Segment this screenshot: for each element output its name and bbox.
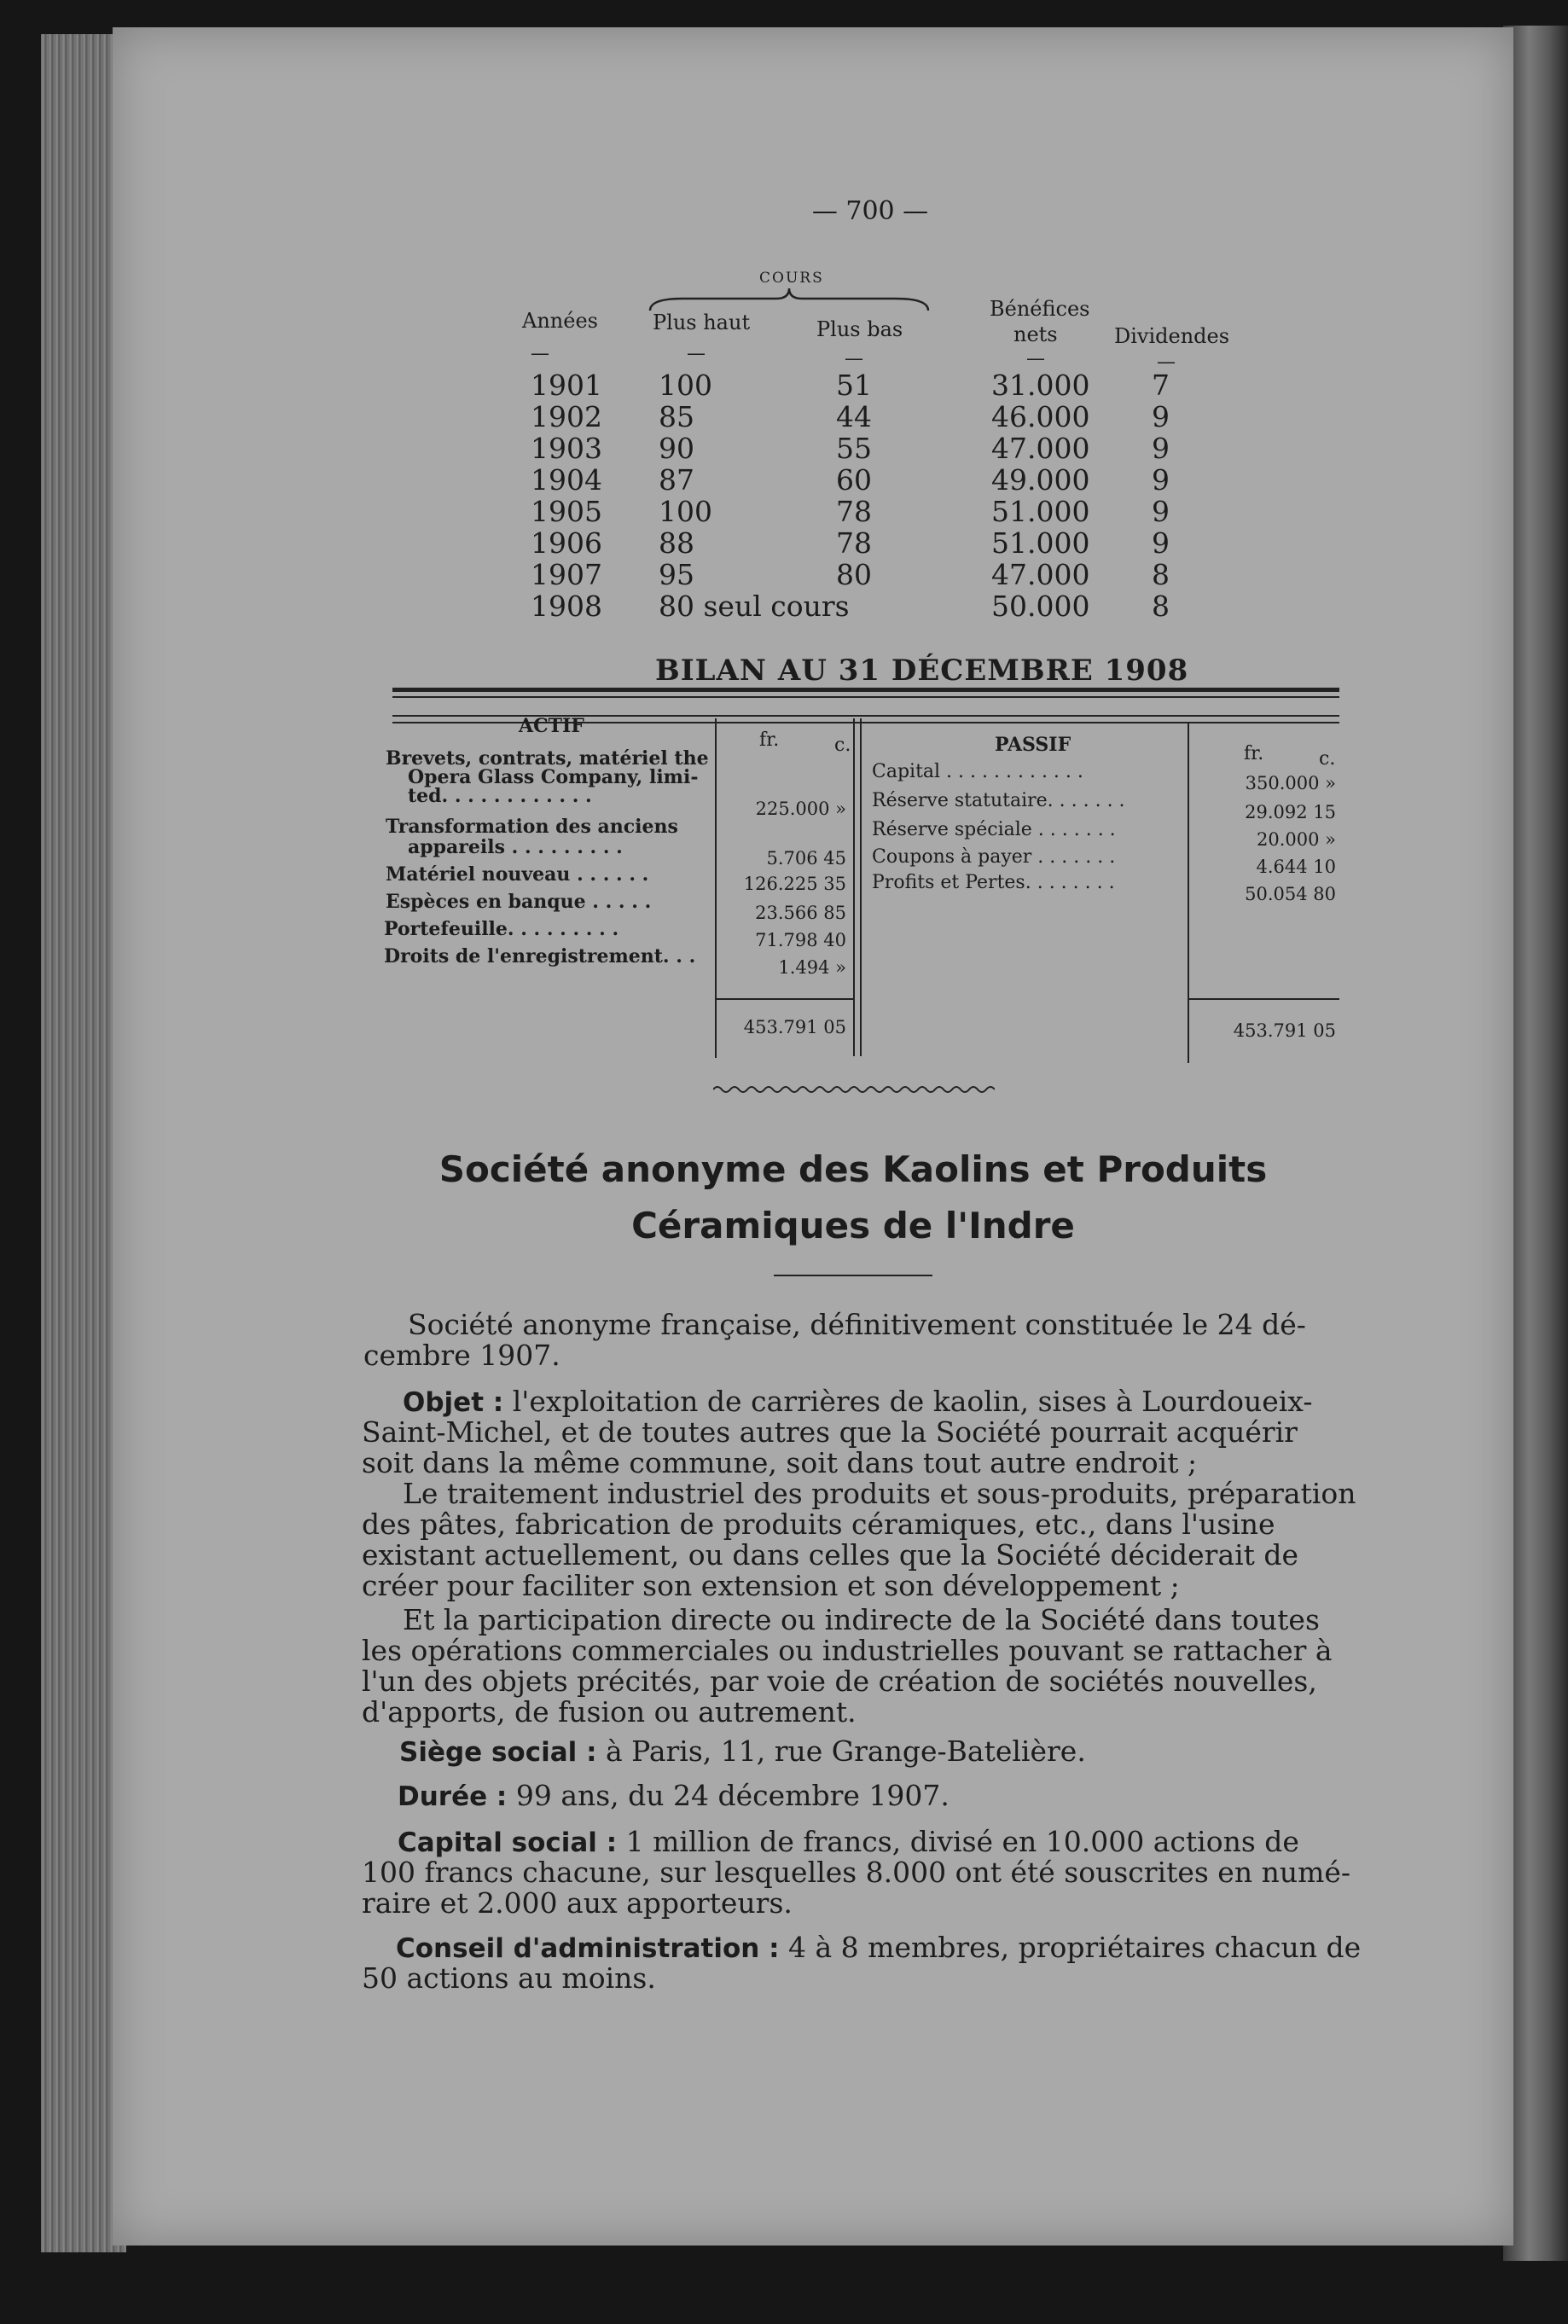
cell-benefices: 51.000 bbox=[991, 495, 1090, 528]
actif-label: Espèces en banque . . . . . bbox=[386, 891, 652, 913]
cell-dividende: 7 bbox=[1152, 369, 1170, 402]
cell-plus-haut: 87 bbox=[659, 463, 694, 497]
column-separator bbox=[1188, 723, 1189, 1063]
actif-label: appareils . . . . . . . . . bbox=[408, 836, 623, 858]
conseil-text: 4 à 8 membres, propriétaires chacun de bbox=[779, 1931, 1362, 1964]
cell-plus-bas: 55 bbox=[836, 432, 872, 465]
actif-amount: 23.566 85 bbox=[755, 903, 846, 923]
objet-line: Saint-Michel, et de toutes autres que la Société pourrait acquérir bbox=[362, 1415, 1298, 1449]
company-title-line-1: Société anonyme des Kaolins et Produits bbox=[438, 1148, 1268, 1190]
cell-dividende: 9 bbox=[1152, 400, 1170, 433]
book-page bbox=[113, 27, 1513, 2246]
cell-benefices: 47.000 bbox=[991, 432, 1090, 465]
cell-plus-haut: 90 bbox=[659, 432, 694, 465]
cell-year: 1901 bbox=[531, 369, 602, 402]
header-plus-haut: Plus haut bbox=[653, 311, 751, 334]
cell-benefices: 49.000 bbox=[991, 463, 1090, 497]
passif-amount: 50.054 80 bbox=[1245, 884, 1336, 904]
capital-label: Capital social : bbox=[398, 1827, 618, 1858]
actif-amount: 1.494 » bbox=[778, 957, 846, 978]
cell-year: 1902 bbox=[531, 400, 602, 433]
column-separator bbox=[853, 718, 855, 1056]
double-rule-bottom bbox=[392, 696, 1339, 698]
company-title bbox=[341, 1142, 1365, 1254]
cell-dividende: 8 bbox=[1152, 558, 1170, 591]
cell-benefices: 46.000 bbox=[991, 400, 1090, 433]
cell-plus-bas: 80 bbox=[836, 558, 872, 591]
title-underline bbox=[774, 1275, 932, 1276]
cell-plus-haut: 80 seul cours bbox=[659, 590, 850, 623]
header-nets: nets bbox=[1013, 322, 1058, 346]
passif-label: Coupons à payer . . . . . . . bbox=[872, 846, 1116, 868]
double-rule-top bbox=[392, 688, 1339, 692]
actif-amount: 225.000 » bbox=[755, 799, 846, 819]
wavy-separator bbox=[713, 1084, 995, 1095]
capital-line: 100 francs chacune, sur lesquelles 8.000 ont été souscrites en numé- bbox=[362, 1856, 1351, 1889]
actif-label: Portefeuille. . . . . . . . . bbox=[384, 918, 619, 940]
duree-text: 99 ans, du 24 décembre 1907. bbox=[507, 1779, 950, 1812]
cours-brace bbox=[648, 287, 930, 312]
passif-amount: 29.092 15 bbox=[1245, 802, 1336, 822]
objet-line bbox=[403, 1386, 1312, 1419]
passif-total-rule bbox=[1189, 998, 1339, 1000]
company-title-line-2: Céramiques de l'Indre bbox=[631, 1205, 1075, 1246]
cell-year: 1907 bbox=[531, 558, 602, 591]
page-number: — 700 — bbox=[811, 196, 929, 226]
passif-amount: 350.000 » bbox=[1245, 773, 1336, 793]
header-plus-bas: Plus bas bbox=[816, 317, 903, 341]
conseil-label: Conseil d'administration : bbox=[396, 1933, 780, 1964]
participation-line: les opérations commerciales ou industrielles pouvant se rattacher à bbox=[362, 1634, 1333, 1667]
column-separator bbox=[860, 718, 862, 1056]
actif-total: 453.791 05 bbox=[743, 1017, 846, 1037]
cell-year: 1906 bbox=[531, 526, 602, 560]
passif-header: PASSIF bbox=[995, 734, 1071, 756]
cell-dividende: 9 bbox=[1152, 526, 1170, 560]
capital-line: raire et 2.000 aux apporteurs. bbox=[362, 1886, 793, 1920]
traitement-line: des pâtes, fabrication de produits céramiques, etc., dans l'usine bbox=[362, 1508, 1275, 1541]
actif-amount: 5.706 45 bbox=[766, 848, 846, 869]
cell-dividende: 8 bbox=[1152, 590, 1170, 623]
actif-label: Droits de l'enregistrement. . . bbox=[384, 945, 696, 967]
passif-total: 453.791 05 bbox=[1233, 1020, 1336, 1041]
conseil-line bbox=[396, 1932, 1361, 1965]
header-dash: — bbox=[1026, 348, 1045, 369]
actif-label: Opera Glass Company, limi- bbox=[408, 766, 699, 788]
balance-sheet-title: BILAN AU 31 DÉCEMBRE 1908 bbox=[655, 654, 1189, 688]
cell-benefices: 47.000 bbox=[991, 558, 1090, 591]
cell-plus-haut: 85 bbox=[659, 400, 694, 433]
header-benefices: Bénéfices bbox=[990, 297, 1090, 321]
duree-line bbox=[398, 1780, 950, 1813]
cell-benefices: 31.000 bbox=[991, 369, 1090, 402]
intro-line: cembre 1907. bbox=[363, 1339, 560, 1372]
actif-unit-fr: fr. bbox=[759, 729, 780, 751]
traitement-line: existant actuellement, ou dans celles que la Société déciderait de bbox=[362, 1538, 1299, 1572]
header-dash: — bbox=[687, 343, 706, 364]
actif-label: ted. . . . . . . . . . . . bbox=[408, 785, 592, 807]
actif-total-rule bbox=[717, 998, 853, 1000]
cell-plus-bas: 60 bbox=[836, 463, 872, 497]
passif-label: Capital . . . . . . . . . . . . bbox=[872, 761, 1083, 782]
conseil-line: 50 actions au moins. bbox=[362, 1961, 656, 1995]
participation-line: l'un des objets précités, par voie de création de sociétés nouvelles, bbox=[362, 1665, 1317, 1698]
siege-label: Siège social : bbox=[399, 1737, 597, 1768]
participation-line: d'apports, de fusion ou autrement. bbox=[362, 1695, 857, 1728]
header-dash: — bbox=[531, 343, 549, 364]
cell-year: 1903 bbox=[531, 432, 602, 465]
objet-text: l'exploitation de carrières de kaolin, sises à Lourdoueix- bbox=[503, 1385, 1313, 1418]
capital-text: 1 million de francs, divisé en 10.000 actions de bbox=[617, 1825, 1299, 1858]
passif-label: Réserve spéciale . . . . . . . bbox=[872, 819, 1116, 840]
header-dividendes: Dividendes bbox=[1114, 324, 1230, 348]
passif-amount: 4.644 10 bbox=[1256, 857, 1336, 877]
siege-line bbox=[399, 1735, 1086, 1769]
cell-year: 1905 bbox=[531, 495, 602, 528]
passif-label: Profits et Pertes. . . . . . . . bbox=[872, 872, 1115, 893]
cell-plus-haut: 100 bbox=[659, 495, 712, 528]
duree-label: Durée : bbox=[398, 1781, 508, 1812]
cell-plus-bas: 78 bbox=[836, 495, 872, 528]
header-dash: — bbox=[845, 348, 863, 369]
cell-plus-bas: 78 bbox=[836, 526, 872, 560]
cell-plus-haut: 100 bbox=[659, 369, 712, 402]
cell-year: 1908 bbox=[531, 590, 602, 623]
cours-group-label: COURS bbox=[759, 270, 824, 287]
cell-plus-bas: 51 bbox=[836, 369, 872, 402]
objet-label: Objet : bbox=[403, 1387, 504, 1418]
cell-plus-haut: 88 bbox=[659, 526, 694, 560]
cell-plus-bas: 44 bbox=[836, 400, 872, 433]
header-dash: — bbox=[1157, 352, 1176, 373]
objet-line: soit dans la même commune, soit dans tout autre endroit ; bbox=[362, 1446, 1198, 1479]
header-years: Années bbox=[522, 309, 598, 333]
actif-amount: 71.798 40 bbox=[755, 930, 846, 950]
passif-amount: 20.000 » bbox=[1256, 829, 1336, 850]
passif-label: Réserve statutaire. . . . . . . bbox=[872, 790, 1125, 811]
cell-benefices: 51.000 bbox=[991, 526, 1090, 560]
actif-label: Transformation des anciens bbox=[386, 816, 678, 838]
actif-unit-c: c. bbox=[834, 735, 851, 756]
intro-line: Société anonyme française, définitivement constituée le 24 dé- bbox=[408, 1308, 1306, 1341]
traitement-line: Le traitement industriel des produits et sous-produits, préparation bbox=[403, 1477, 1356, 1510]
cell-year: 1904 bbox=[531, 463, 602, 497]
cell-dividende: 9 bbox=[1152, 432, 1170, 465]
traitement-line: créer pour faciliter son extension et son développement ; bbox=[362, 1569, 1180, 1602]
cell-benefices: 50.000 bbox=[991, 590, 1090, 623]
cell-dividende: 9 bbox=[1152, 495, 1170, 528]
column-separator bbox=[715, 718, 717, 1058]
cell-dividende: 9 bbox=[1152, 463, 1170, 497]
actif-label: Matériel nouveau . . . . . . bbox=[386, 863, 649, 886]
passif-unit-fr: fr. bbox=[1244, 743, 1264, 764]
passif-unit-c: c. bbox=[1319, 748, 1336, 770]
cell-plus-haut: 95 bbox=[659, 558, 694, 591]
capital-line bbox=[398, 1826, 1299, 1859]
actif-amount: 126.225 35 bbox=[743, 874, 846, 894]
actif-header: ACTIF bbox=[519, 715, 584, 737]
siege-text: à Paris, 11, rue Grange-Batelière. bbox=[596, 1734, 1086, 1768]
participation-line: Et la participation directe ou indirecte de la Société dans toutes bbox=[403, 1603, 1320, 1636]
actif-label: Brevets, contrats, matériel the bbox=[386, 747, 709, 770]
